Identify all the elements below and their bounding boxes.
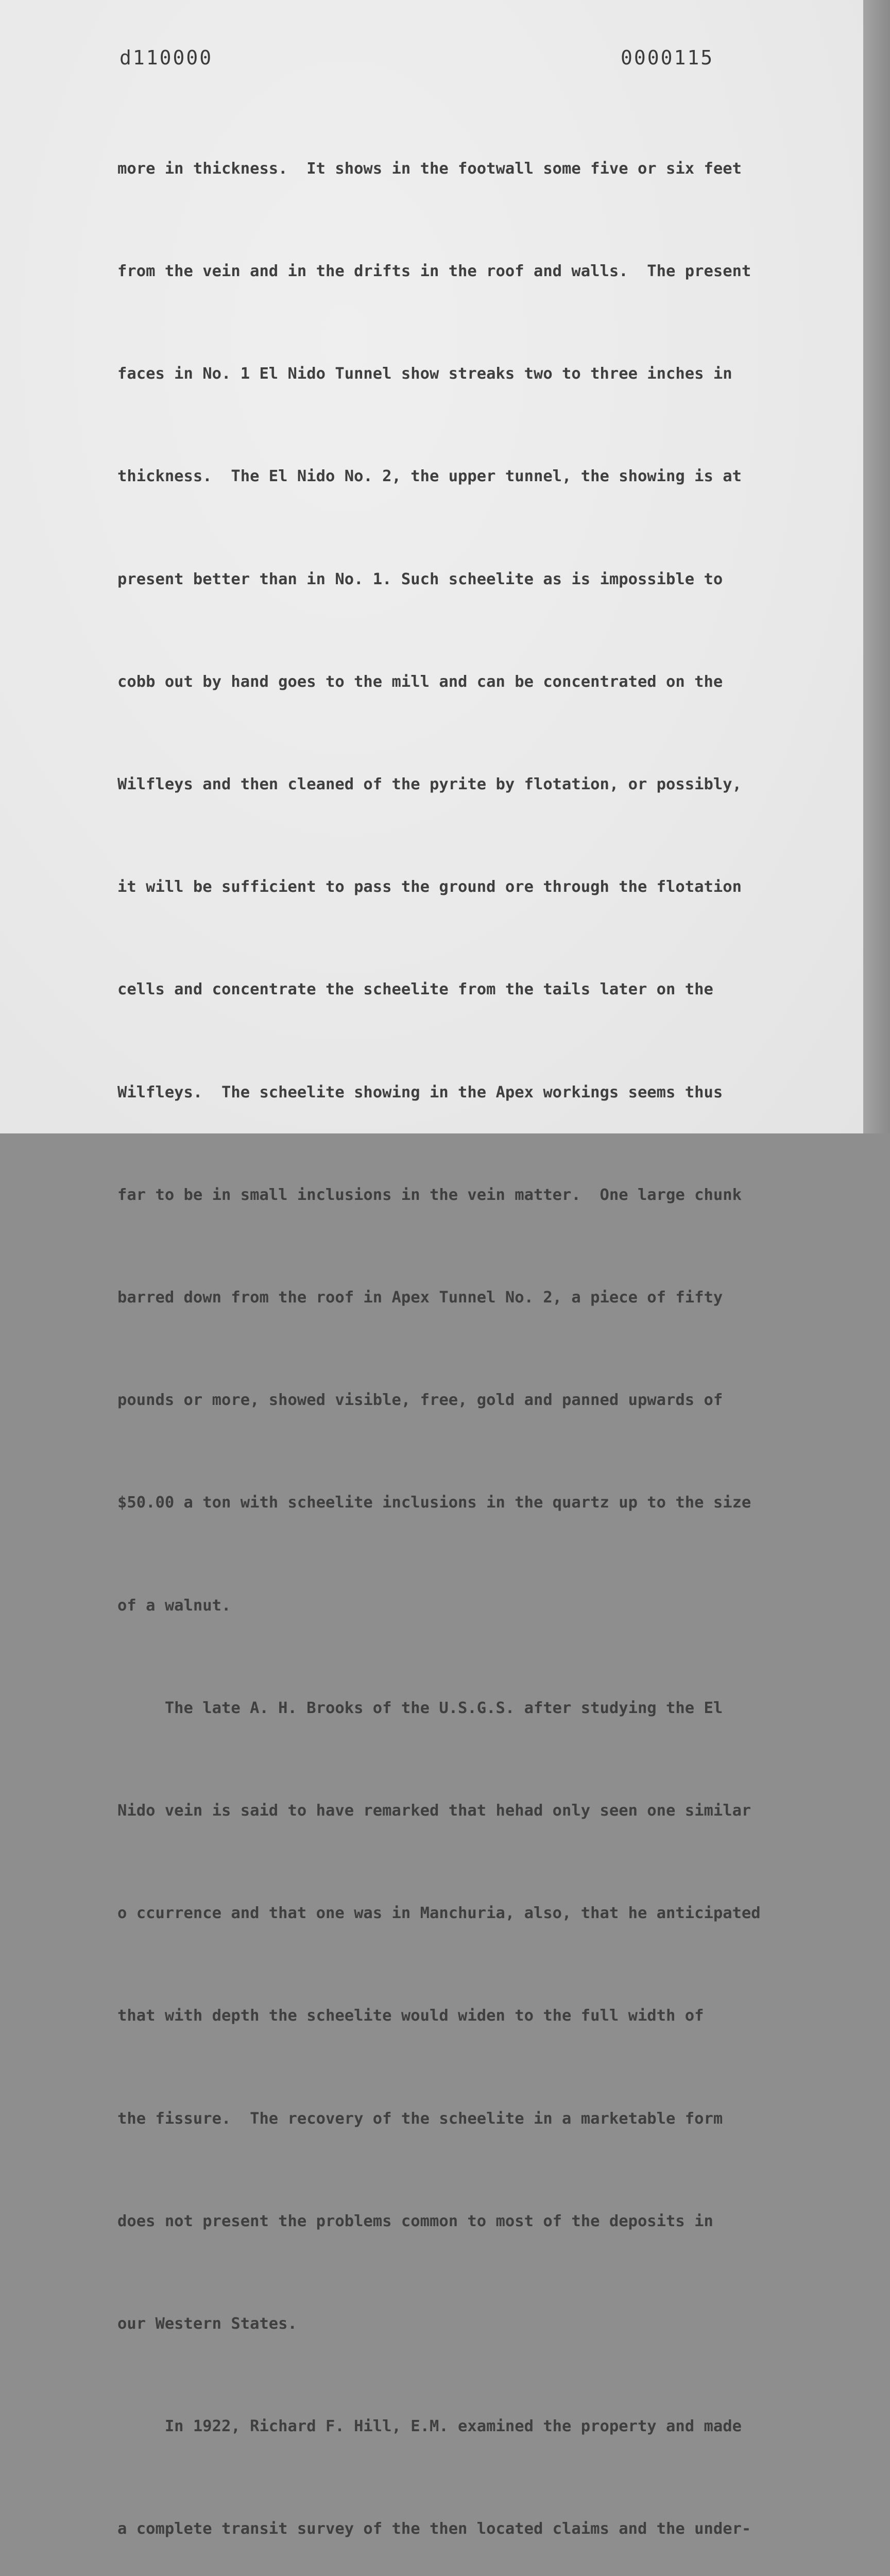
text-line: pounds or more, showed visible, free, gold and panned upwards of <box>117 1391 723 1410</box>
text-line: of a walnut. <box>117 1596 231 1615</box>
text-line: Wilfleys and then cleaned of the pyrite by flotation, or possibly, <box>117 775 742 794</box>
text-line: Nido vein is said to have remarked that hehad only seen one similar <box>117 1802 751 1820</box>
text-line: cells and concentrate the scheelite from the tails later on the <box>117 980 713 999</box>
text-line: $50.00 a ton with scheelite inclusions in the quartz up to the size <box>117 1494 751 1512</box>
text-line: o ccurrence and that one was in Manchuria, also, that he anticipated <box>117 1904 761 1923</box>
text-line: more in thickness. It shows in the footwall some five or six feet <box>117 159 742 178</box>
text-line: present better than in No. 1. Such scheelite as is impossible to <box>117 570 723 588</box>
text-line: Wilfleys. The scheelite showing in the Apex workings seems thus <box>117 1083 723 1101</box>
text-line: our Western States. <box>117 2315 297 2333</box>
text-line: thickness. The El Nido No. 2, the upper tunnel, the showing is at <box>117 467 742 486</box>
text-line: cobb out by hand goes to the mill and can be concentrated on the <box>117 672 723 691</box>
page-number: 0000115 <box>621 46 714 69</box>
text-line: a complete transit survey of the then located claims and the under- <box>117 2520 751 2538</box>
document-code-left: d110000 <box>119 46 213 69</box>
document-body <box>117 83 849 2576</box>
text-line: does not present the problems common to most of the deposits in <box>117 2212 713 2230</box>
text-line: far to be in small inclusions in the vein matter. One large chunk <box>117 1185 742 1204</box>
text-line: the fissure. The recovery of the scheelite in a marketable form <box>117 2109 723 2128</box>
text-line: faces in No. 1 El Nido Tunnel show streaks two to three inches in <box>117 365 732 383</box>
text-line: In 1922, Richard F. Hill, E.M. examined the property and made <box>117 2417 742 2436</box>
text-line: it will be sufficient to pass the ground ore through the flotation <box>117 878 742 896</box>
text-line: from the vein and in the drifts in the roof and walls. The present <box>117 262 751 281</box>
scan-edge-shadow <box>863 0 890 1133</box>
text-line: barred down from the roof in Apex Tunnel No. 2, a piece of fifty <box>117 1289 723 1307</box>
text-line: that with depth the scheelite would widen to the full width of <box>117 2007 704 2025</box>
text-line: The late A. H. Brooks of the U.S.G.S. after studying the El <box>117 1699 723 1717</box>
